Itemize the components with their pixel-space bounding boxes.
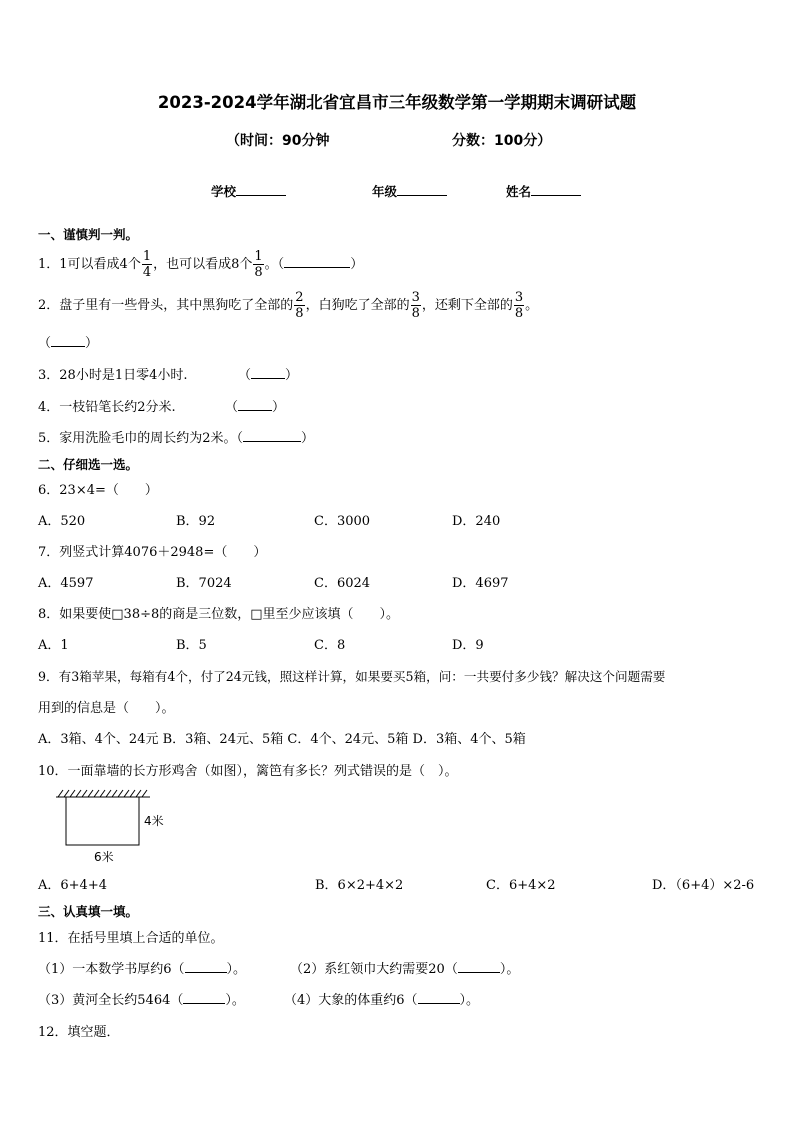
q1-fraction-1: $\frac{1}{4}$ — [142, 249, 152, 280]
q2-answer: （ ） — [38, 336, 99, 351]
q1-text-a: 1．1可以看成4个 — [38, 257, 141, 272]
q11-part-3: （3）黄河全长约5464（ ）。 — [38, 993, 245, 1008]
q6-option-c[interactable]: C．3000 — [314, 514, 371, 529]
q6-option-b[interactable]: B．92 — [176, 514, 216, 529]
q6-option-a[interactable]: A．520 — [38, 514, 86, 529]
question-11: 11．在括号里填上合适的单位。 — [38, 931, 224, 946]
q8-option-d[interactable]: D．9 — [452, 638, 484, 653]
q7-option-c[interactable]: C．6024 — [314, 576, 371, 591]
question-9-line-1: 9．有3箱苹果，每箱有4个，付了24元钱，照这样计算，如果要买5箱，问：一共要付多少钱？解决这个问题需要 — [38, 669, 666, 684]
q11-blank-4[interactable] — [418, 991, 460, 1004]
q10-option-d[interactable]: D．（6+4）×2-6 — [652, 878, 755, 893]
exam-score: 分数：100分） — [452, 133, 552, 149]
q11-blank-1[interactable] — [185, 960, 227, 973]
school-field — [211, 182, 286, 200]
q8-option-b[interactable]: B．5 — [176, 638, 207, 653]
grade-blank[interactable] — [397, 183, 447, 196]
q11-blank-3[interactable] — [183, 991, 225, 1004]
exam-time: （时间：90分钟 — [226, 133, 330, 149]
q2-text-a: 2．盘子里有一些骨头，其中黑狗吃了全部的 — [38, 298, 294, 313]
q11-blank-2[interactable] — [458, 960, 500, 973]
q2-answer-blank[interactable] — [51, 334, 85, 347]
grade-field — [372, 182, 447, 200]
question-3: 3．28小时是1日零4小时. — [38, 368, 188, 383]
question-5: 5．家用洗脸毛巾的周长约为2米。（ ） — [38, 431, 315, 446]
q1-text-b: ，也可以看成8个 — [153, 257, 253, 272]
q7-option-a[interactable]: A．4597 — [38, 576, 94, 591]
q4-answer-blank[interactable] — [238, 398, 272, 411]
q8-option-a[interactable]: A．1 — [38, 638, 69, 653]
wall-hatching — [56, 790, 150, 797]
q7-option-d[interactable]: D．4697 — [452, 576, 509, 591]
q3-answer-blank[interactable] — [251, 366, 285, 379]
q5-answer-blank[interactable] — [243, 429, 301, 442]
name-field — [506, 182, 581, 200]
question-2 — [38, 286, 538, 326]
q2-fraction-1: $\frac{2}{8}$ — [295, 290, 304, 321]
q1-answer-blank[interactable] — [284, 255, 350, 268]
q11-part-1: （1）一本数学书厚约6（ ）。 — [38, 962, 247, 977]
q1-fraction-2: $\frac{1}{8}$ — [254, 249, 263, 280]
width-label: 6米 — [94, 850, 114, 864]
q2-fraction-3: $\frac{3}{8}$ — [514, 290, 524, 321]
fence-rectangle — [66, 797, 139, 845]
q10-option-c[interactable]: C．6+4×2 — [486, 878, 556, 893]
q1-text-c: 。（ — [264, 257, 285, 272]
question-8: 8．如果要使□38÷8的商是三位数，□里至少应该填（ ）。 — [38, 607, 400, 622]
q11-part-2: （2）系红领巾大约需要20（ ）。 — [290, 962, 520, 977]
section-3-heading: 三、认真填一填。 — [38, 904, 139, 919]
section-1-heading: 一、谨慎判一判。 — [38, 227, 139, 242]
q7-option-b[interactable]: B．7024 — [176, 576, 232, 591]
school-label: 学校 — [211, 184, 237, 199]
question-10: 10．一面靠墙的长方形鸡舍（如图），篱笆有多长？列式错误的是（ ）。 — [38, 764, 458, 779]
page-title: 2023-2024学年湖北省宜昌市三年级数学第一学期期末调研试题 — [157, 93, 637, 112]
q2-text-c: ，还剩下全部的 — [421, 298, 513, 313]
question-9-line-2: 用到的信息是（ ）。 — [38, 701, 175, 716]
height-label: 4米 — [144, 814, 164, 828]
question-1 — [38, 245, 363, 285]
q8-option-c[interactable]: C．8 — [314, 638, 346, 653]
school-blank[interactable] — [236, 183, 286, 196]
q1-text-end: ） — [350, 257, 364, 272]
question-12: 12．填空题． — [38, 1025, 120, 1040]
q10-option-b[interactable]: B．6×2+4×2 — [315, 878, 404, 893]
q11-part-4: （4）大象的体重约6（ ）。 — [284, 993, 480, 1008]
q6-option-d[interactable]: D．240 — [452, 514, 501, 529]
question-6: 6．23×4=（ ） — [38, 483, 158, 498]
name-label: 姓名 — [506, 184, 532, 199]
question-7: 7．列竖式计算4076＋2948=（ ） — [38, 545, 267, 560]
q2-fraction-2: $\frac{3}{8}$ — [411, 290, 420, 321]
q3-answer: （ ） — [238, 368, 299, 383]
q10-option-a[interactable]: A．6+4+4 — [38, 878, 107, 893]
section-2-heading: 二、仔细选一选。 — [38, 457, 139, 472]
q2-text-d: 。 — [525, 298, 539, 313]
q4-answer: （ ） — [225, 400, 286, 415]
question-4: 4．一枝铅笔长约2分米. — [38, 400, 176, 415]
q9-options[interactable]: A．3箱、4个、24元 B．3箱、24元、5箱 C．4个、24元、5箱 D．3箱、4个、5箱 — [38, 732, 526, 747]
q2-text-b: ，白狗吃了全部的 — [305, 298, 410, 313]
name-blank[interactable] — [531, 183, 581, 196]
grade-label: 年级 — [372, 184, 398, 199]
